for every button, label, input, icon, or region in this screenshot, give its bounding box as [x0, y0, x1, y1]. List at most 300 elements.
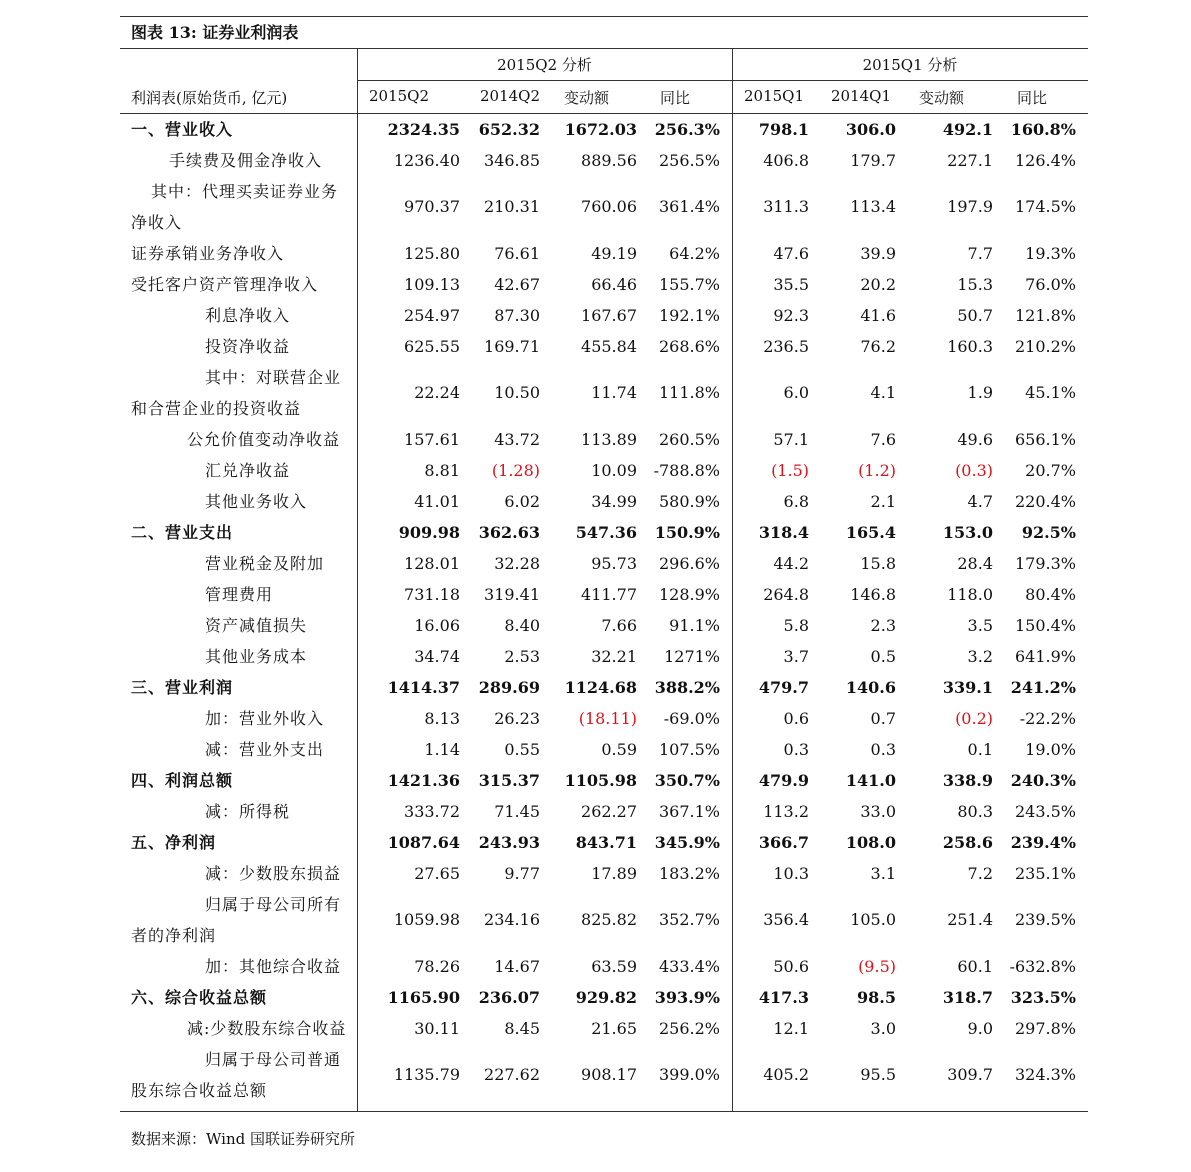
- table-cell: 10.09: [591, 460, 637, 480]
- table-cell: 1236.40: [393, 150, 460, 170]
- table-cell: (9.5): [858, 956, 896, 976]
- table-cell: 296.6%: [658, 553, 720, 573]
- table-cell: 731.18: [404, 584, 460, 604]
- table-cell: 455.84: [581, 336, 637, 356]
- table-cell: 14.67: [494, 956, 540, 976]
- row-label: 资产减值损失: [205, 616, 308, 635]
- table-cell: 153.0: [942, 522, 993, 542]
- table-cell: 8.13: [424, 708, 460, 728]
- table-cell: 8.40: [504, 615, 540, 635]
- table-cell: 406.8: [763, 150, 809, 170]
- row-label: 股东综合收益总额: [131, 1081, 268, 1100]
- col-header-yoy-q1: 同比: [1017, 89, 1048, 107]
- col-header-2014q1: 2014Q1: [831, 87, 892, 105]
- row-label: 其他业务成本: [205, 647, 308, 666]
- table-cell: 366.7: [758, 832, 809, 852]
- table-cell: 289.69: [478, 677, 540, 697]
- table-row: [120, 641, 1088, 672]
- table-cell: 2324.35: [387, 119, 460, 139]
- row-label: 投资净收益: [205, 337, 291, 356]
- table-cell: 315.37: [478, 770, 540, 790]
- table-cell: 113.2: [763, 801, 809, 821]
- table-cell: 7.2: [967, 863, 993, 883]
- title-rule: [120, 48, 1088, 49]
- row-label: 减：少数股东损益: [205, 864, 342, 883]
- table-cell: 306.0: [845, 119, 896, 139]
- table-cell: -69.0%: [663, 708, 720, 728]
- table-cell: 0.5: [870, 646, 896, 666]
- table-cell: 1271%: [664, 646, 720, 666]
- table-cell: 345.9%: [654, 832, 720, 852]
- table-cell: 6.02: [504, 491, 540, 511]
- table-cell: 98.5: [857, 987, 896, 1007]
- bottom-rule: [120, 1111, 1088, 1112]
- table-cell: 0.3: [783, 739, 809, 759]
- table-cell: 227.62: [484, 1065, 540, 1084]
- table-cell: 41.6: [860, 305, 896, 325]
- table-cell: 399.0%: [658, 1065, 720, 1084]
- table-cell: 256.3%: [654, 119, 720, 139]
- table-cell: 8.45: [504, 1018, 540, 1038]
- table-cell: 889.56: [581, 150, 637, 170]
- row-label: 三、营业利润: [131, 678, 234, 697]
- table-cell: 32.21: [591, 646, 637, 666]
- table-cell: 20.2: [860, 274, 896, 294]
- table-cell: 333.72: [404, 801, 460, 821]
- top-rule: [120, 16, 1088, 17]
- col-header-2015q1: 2015Q1: [744, 87, 805, 105]
- table-cell: 339.1: [942, 677, 993, 697]
- source-note: 数据来源：Wind 国联证券研究所: [131, 1130, 355, 1148]
- table-row: [120, 982, 1088, 1013]
- table-cell: 256.2%: [658, 1018, 720, 1038]
- table-cell: 1087.64: [387, 832, 460, 852]
- table-cell: 160.8%: [1010, 119, 1076, 139]
- table-cell: 0.1: [967, 739, 993, 759]
- table-cell: 109.13: [404, 274, 460, 294]
- row-label: 归属于母公司普通: [205, 1050, 342, 1069]
- table-cell: 19.3%: [1025, 243, 1076, 263]
- table-cell: 76.61: [494, 243, 540, 263]
- row-label: 四、利润总额: [131, 771, 234, 790]
- table-cell: 32.28: [494, 553, 540, 573]
- table-cell: 15.3: [957, 274, 993, 294]
- table-cell: 179.7: [850, 150, 896, 170]
- row-label: 手续费及佣金净收入: [169, 151, 323, 170]
- table-cell: 324.3%: [1014, 1065, 1076, 1084]
- table-cell: (1.2): [858, 460, 896, 480]
- table-cell: 64.2%: [669, 243, 720, 263]
- table-cell: 318.4: [758, 522, 809, 542]
- table-cell: 262.27: [581, 801, 637, 821]
- table-cell: 411.77: [581, 584, 637, 604]
- table-cell: 929.82: [575, 987, 637, 1007]
- table-cell: 63.59: [591, 956, 637, 976]
- row-label: 加：营业外收入: [205, 709, 325, 728]
- table-row: [120, 176, 1088, 238]
- table-row: [120, 145, 1088, 176]
- table-cell: 652.32: [478, 119, 540, 139]
- row-label: 加：其他综合收益: [205, 957, 342, 976]
- table-cell: 11.74: [591, 383, 637, 402]
- table-cell: 5.8: [783, 615, 809, 635]
- table-cell: 1135.79: [393, 1065, 460, 1084]
- table-cell: 43.72: [494, 429, 540, 449]
- table-cell: 0.7: [870, 708, 896, 728]
- table-cell: 150.9%: [654, 522, 720, 542]
- group-rule: [357, 80, 1088, 81]
- col-header-yoy-q2: 同比: [660, 89, 691, 107]
- table-cell: 174.5%: [1014, 197, 1076, 216]
- table-cell: 7.66: [601, 615, 637, 635]
- table-cell: -632.8%: [1009, 956, 1076, 976]
- table-cell: 352.7%: [658, 910, 720, 929]
- table-cell: 183.2%: [658, 863, 720, 883]
- table-cell: 236.07: [478, 987, 540, 1007]
- table-row: [120, 703, 1088, 734]
- table-cell: 87.30: [494, 305, 540, 325]
- table-cell: 1124.68: [564, 677, 637, 697]
- table-cell: 157.61: [404, 429, 460, 449]
- table-cell: 20.7%: [1025, 460, 1076, 480]
- table-cell: 367.1%: [658, 801, 720, 821]
- table-cell: 107.5%: [658, 739, 720, 759]
- table-cell: 3.7: [783, 646, 809, 666]
- table-cell: 66.46: [591, 274, 637, 294]
- table-row: [120, 331, 1088, 362]
- table-cell: 197.9: [947, 197, 993, 216]
- table-cell: 492.1: [942, 119, 993, 139]
- table-cell: 167.67: [581, 305, 637, 325]
- row-label: 减:少数股东综合收益: [187, 1019, 347, 1038]
- table-cell: 3.2: [967, 646, 993, 666]
- table-cell: 0.3: [870, 739, 896, 759]
- col-header-change-q1: 变动额: [919, 89, 965, 107]
- table-cell: 258.6: [942, 832, 993, 852]
- row-label: 其中：对联营企业: [205, 368, 342, 387]
- table-cell: (1.5): [771, 460, 809, 480]
- table-cell: 319.41: [484, 584, 540, 604]
- table-cell: 264.8: [763, 584, 809, 604]
- table-cell: 433.4%: [658, 956, 720, 976]
- table-cell: 210.2%: [1014, 336, 1076, 356]
- table-cell: 580.9%: [658, 491, 720, 511]
- table-row: [120, 796, 1088, 827]
- table-cell: 234.16: [484, 910, 540, 929]
- table-cell: 388.2%: [654, 677, 720, 697]
- table-cell: 155.7%: [658, 274, 720, 294]
- col-header-change-q2: 变动额: [564, 89, 610, 107]
- row-label: 管理费用: [205, 585, 274, 604]
- table-cell: 125.80: [404, 243, 460, 263]
- row-label: 六、综合收益总额: [131, 988, 268, 1007]
- table-cell: 309.7: [947, 1065, 993, 1084]
- table-cell: 27.65: [414, 863, 460, 883]
- table-row: [120, 858, 1088, 889]
- table-cell: 240.3%: [1010, 770, 1076, 790]
- table-row: [120, 734, 1088, 765]
- table-cell: -788.8%: [653, 460, 720, 480]
- table-cell: 26.23: [494, 708, 540, 728]
- row-label: 其中：代理买卖证券业务: [151, 182, 339, 201]
- table-cell: 0.55: [504, 739, 540, 759]
- table-cell: 44.2: [773, 553, 809, 573]
- table-cell: (18.11): [578, 708, 637, 728]
- table-cell: 111.8%: [658, 383, 720, 402]
- table-cell: 33.0: [860, 801, 896, 821]
- table-row: [120, 269, 1088, 300]
- group-header-2015q1: 2015Q1 分析: [862, 56, 958, 74]
- table-cell: 45.1%: [1025, 383, 1076, 402]
- table-cell: 49.19: [591, 243, 637, 263]
- row-label: 者的净利润: [131, 926, 217, 945]
- table-cell: 39.9: [860, 243, 896, 263]
- table-cell: 28.4: [957, 553, 993, 573]
- row-label: 证券承销业务净收入: [131, 244, 285, 263]
- col-header-2015q2: 2015Q2: [369, 87, 430, 105]
- table-cell: 128.01: [404, 553, 460, 573]
- table-cell: 2.53: [504, 646, 540, 666]
- table-cell: 50.7: [957, 305, 993, 325]
- table-cell: 17.89: [591, 863, 637, 883]
- table-cell: 121.8%: [1014, 305, 1076, 325]
- table-cell: (0.3): [955, 460, 993, 480]
- table-cell: 41.01: [414, 491, 460, 511]
- table-cell: 3.5: [967, 615, 993, 635]
- table-cell: 80.4%: [1025, 584, 1076, 604]
- row-label: 一、营业收入: [131, 120, 234, 139]
- table-cell: 8.81: [424, 460, 460, 480]
- row-label: 减：所得税: [205, 802, 291, 821]
- table-cell: 42.67: [494, 274, 540, 294]
- table-cell: 251.4: [947, 910, 993, 929]
- table-cell: 1165.90: [387, 987, 460, 1007]
- table-cell: 798.1: [758, 119, 809, 139]
- table-row: [120, 548, 1088, 579]
- table-cell: 393.9%: [654, 987, 720, 1007]
- table-cell: 243.5%: [1014, 801, 1076, 821]
- table-cell: 239.5%: [1014, 910, 1076, 929]
- table-cell: 405.2: [763, 1065, 809, 1084]
- col-header-2014q2: 2014Q2: [480, 87, 541, 105]
- table-cell: 236.5: [763, 336, 809, 356]
- group-header-2015q2: 2015Q2 分析: [497, 56, 592, 74]
- row-header-label: 利润表(原始货币, 亿元): [131, 89, 288, 107]
- table-cell: 146.8: [850, 584, 896, 604]
- table-cell: 60.1: [957, 956, 993, 976]
- row-label: 利息净收入: [205, 306, 291, 325]
- table-row: [120, 300, 1088, 331]
- table-cell: 19.0%: [1025, 739, 1076, 759]
- table-cell: 0.6: [783, 708, 809, 728]
- row-label: 汇兑净收益: [205, 461, 291, 480]
- table-cell: 2.3: [870, 615, 896, 635]
- table-cell: 760.06: [581, 197, 637, 216]
- table-cell: 113.4: [850, 197, 896, 216]
- table-cell: 57.1: [773, 429, 809, 449]
- table-cell: 76.2: [860, 336, 896, 356]
- table-row: [120, 455, 1088, 486]
- table-cell: 21.65: [591, 1018, 637, 1038]
- table-cell: 227.1: [947, 150, 993, 170]
- table-row: [120, 610, 1088, 641]
- table-cell: 165.4: [845, 522, 896, 542]
- table-cell: 92.5%: [1021, 522, 1076, 542]
- table-cell: 1059.98: [393, 910, 460, 929]
- table-cell: 235.1%: [1014, 863, 1076, 883]
- table-cell: 362.63: [478, 522, 540, 542]
- row-label: 和合营企业的投资收益: [131, 399, 302, 418]
- table-cell: 547.36: [575, 522, 637, 542]
- table-row: [120, 424, 1088, 455]
- table-cell: 128.9%: [658, 584, 720, 604]
- table-cell: 95.73: [591, 553, 637, 573]
- table-cell: 49.6: [957, 429, 993, 449]
- table-cell: 76.0%: [1025, 274, 1076, 294]
- table-cell: 16.06: [414, 615, 460, 635]
- table-cell: 6.8: [783, 491, 809, 511]
- table-cell: 80.3: [957, 801, 993, 821]
- table-cell: 311.3: [763, 197, 809, 216]
- table-cell: 113.89: [581, 429, 637, 449]
- table-cell: 256.5%: [658, 150, 720, 170]
- table-cell: 108.0: [845, 832, 896, 852]
- table-cell: (1.28): [491, 460, 540, 480]
- table-cell: 15.8: [860, 553, 896, 573]
- table-cell: 1.14: [424, 739, 460, 759]
- row-label: 受托客户资产管理净收入: [131, 275, 319, 294]
- row-label: 其他业务收入: [205, 492, 308, 511]
- table-cell: 160.3: [947, 336, 993, 356]
- row-label: 二、营业支出: [131, 523, 234, 542]
- table-cell: 35.5: [773, 274, 809, 294]
- table-cell: 0.59: [601, 739, 637, 759]
- row-label: 五、净利润: [131, 833, 217, 852]
- table-row: [120, 579, 1088, 610]
- table-row: [120, 1013, 1088, 1044]
- table-cell: 479.7: [758, 677, 809, 697]
- table-cell: 47.6: [773, 243, 809, 263]
- table-cell: 30.11: [414, 1018, 460, 1038]
- table-cell: 95.5: [860, 1065, 896, 1084]
- table-row: [120, 951, 1088, 982]
- table-cell: 141.0: [845, 770, 896, 790]
- table-cell: 239.4%: [1010, 832, 1076, 852]
- table-cell: 192.1%: [658, 305, 720, 325]
- table-cell: (0.2): [955, 708, 993, 728]
- table-cell: 210.31: [484, 197, 540, 216]
- table-cell: 105.0: [850, 910, 896, 929]
- table-cell: 92.3: [773, 305, 809, 325]
- row-label: 公允价值变动净收益: [187, 430, 341, 449]
- table-row: [120, 486, 1088, 517]
- table-cell: 220.4%: [1014, 491, 1076, 511]
- table-cell: 318.7: [942, 987, 993, 1007]
- table-cell: 479.9: [758, 770, 809, 790]
- table-cell: 323.5%: [1010, 987, 1076, 1007]
- table-cell: 346.85: [484, 150, 540, 170]
- table-cell: 825.82: [581, 910, 637, 929]
- table-cell: 78.26: [414, 956, 460, 976]
- table-cell: 9.77: [504, 863, 540, 883]
- table-cell: 254.97: [404, 305, 460, 325]
- table-row: [120, 1044, 1088, 1106]
- table-cell: 169.71: [484, 336, 540, 356]
- table-cell: 7.7: [967, 243, 993, 263]
- table-cell: 356.4: [763, 910, 809, 929]
- table-cell: 1.9: [967, 383, 993, 402]
- table-cell: 417.3: [758, 987, 809, 1007]
- table-cell: 34.99: [591, 491, 637, 511]
- table-cell: 12.1: [773, 1018, 809, 1038]
- table-row: [120, 889, 1088, 951]
- table-cell: 361.4%: [658, 197, 720, 216]
- table-cell: 3.1: [870, 863, 896, 883]
- table-row: [120, 827, 1088, 858]
- table-cell: 1421.36: [387, 770, 460, 790]
- table-cell: 2.1: [870, 491, 896, 511]
- row-label: 营业税金及附加: [205, 554, 325, 573]
- table-cell: 34.74: [414, 646, 460, 666]
- table-cell: 241.2%: [1010, 677, 1076, 697]
- table-cell: 843.71: [575, 832, 637, 852]
- table-cell: 10.50: [494, 383, 540, 402]
- table-row: [120, 238, 1088, 269]
- table-cell: 50.6: [773, 956, 809, 976]
- table-cell: 22.24: [414, 383, 460, 402]
- table-cell: 260.5%: [658, 429, 720, 449]
- table-row: [120, 765, 1088, 796]
- table-row: [120, 114, 1088, 145]
- table-cell: 118.0: [947, 584, 993, 604]
- table-cell: 6.0: [783, 383, 809, 402]
- table-cell: 1414.37: [387, 677, 460, 697]
- table-row: [120, 517, 1088, 548]
- table-cell: 338.9: [942, 770, 993, 790]
- table-cell: 350.7%: [654, 770, 720, 790]
- table-cell: 641.9%: [1014, 646, 1076, 666]
- table-cell: 970.37: [404, 197, 460, 216]
- table-cell: 1105.98: [564, 770, 637, 790]
- table-cell: 140.6: [845, 677, 896, 697]
- table-cell: 179.3%: [1014, 553, 1076, 573]
- table-cell: 3.0: [870, 1018, 896, 1038]
- table-cell: 71.45: [494, 801, 540, 821]
- table-cell: 909.98: [398, 522, 460, 542]
- table-cell: 625.55: [404, 336, 460, 356]
- table-cell: 297.8%: [1014, 1018, 1076, 1038]
- table-cell: 10.3: [773, 863, 809, 883]
- row-label: 净收入: [131, 213, 183, 232]
- table-cell: 91.1%: [669, 615, 720, 635]
- row-label: 减：营业外支出: [205, 740, 325, 759]
- table-cell: 9.0: [967, 1018, 993, 1038]
- table-title: 图表 13: 证券业利润表: [131, 23, 299, 42]
- table-cell: 908.17: [581, 1065, 637, 1084]
- table-cell: 243.93: [478, 832, 540, 852]
- table-cell: 1672.03: [564, 119, 637, 139]
- table-cell: 268.6%: [658, 336, 720, 356]
- row-label: 归属于母公司所有: [205, 895, 342, 914]
- table-cell: 126.4%: [1014, 150, 1076, 170]
- table-cell: 4.1: [870, 383, 896, 402]
- table-cell: 150.4%: [1014, 615, 1076, 635]
- table-cell: 656.1%: [1014, 429, 1076, 449]
- table-cell: -22.2%: [1019, 708, 1076, 728]
- table-row: [120, 672, 1088, 703]
- table-cell: 7.6: [870, 429, 896, 449]
- table-row: [120, 362, 1088, 424]
